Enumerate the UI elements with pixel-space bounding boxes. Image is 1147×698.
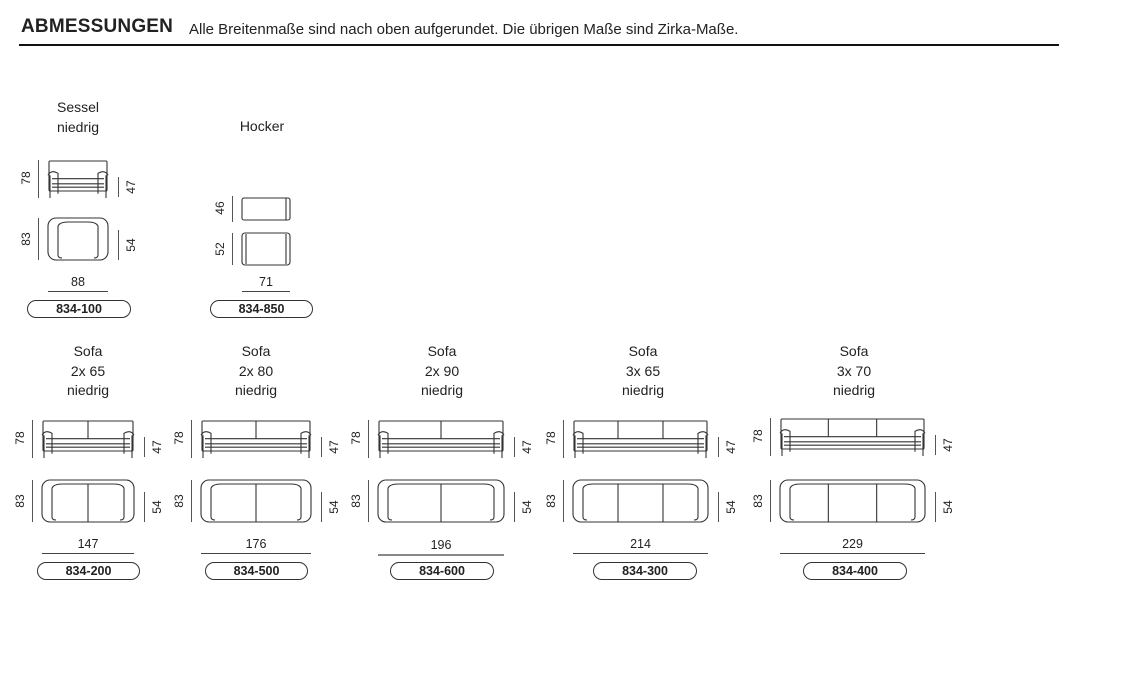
product-name: Hocker: [239, 118, 285, 134]
side-view-drawing: [201, 420, 311, 460]
side-height-line: [368, 420, 369, 458]
seat-height-line: [118, 177, 119, 197]
depth-label: 83: [13, 494, 27, 508]
side-height-line: [32, 420, 33, 458]
depth-line: [32, 480, 33, 522]
depth-line: [232, 233, 233, 265]
seat-depth-line: [935, 492, 936, 522]
depth-line: [563, 480, 564, 522]
depth-label: 52: [213, 242, 227, 256]
seat-depth-line: [144, 492, 145, 522]
width-line: [242, 291, 290, 292]
product-name: Sofa 3x 65 niedrig: [621, 343, 665, 398]
top-view-drawing: [201, 480, 311, 524]
seat-depth-label: 54: [724, 500, 738, 514]
article-code: 834-500: [205, 562, 308, 580]
width-line: [201, 553, 311, 554]
depth-label: 83: [172, 494, 186, 508]
side-view-drawing: [42, 420, 134, 460]
seat-depth-label: 54: [327, 500, 341, 514]
depth-label: 83: [349, 494, 363, 508]
seat-depth-label: 54: [941, 500, 955, 514]
width-label: 88: [71, 275, 85, 289]
page-title: ABMESSUNGEN: [21, 16, 174, 37]
width-label: 176: [245, 537, 267, 551]
width-label: 196: [430, 538, 452, 552]
width-label: 71: [259, 275, 273, 289]
seat-height-line: [514, 437, 515, 457]
top-view-drawing: [48, 218, 108, 262]
side-view-drawing: [378, 420, 504, 460]
side-height-label: 78: [751, 429, 765, 443]
side-height-label: 46: [213, 201, 227, 215]
depth-label: 83: [751, 494, 765, 508]
seat-height-label: 47: [327, 439, 341, 454]
width-line: [42, 553, 134, 554]
side-height-line: [770, 418, 771, 456]
width-label: 147: [77, 537, 99, 551]
depth-line: [38, 218, 39, 260]
page-header: [19, 14, 1059, 46]
product-name: Sofa 3x 70 niedrig: [832, 343, 876, 398]
width-line: [780, 553, 925, 554]
seat-height-label: 47: [724, 439, 738, 454]
article-code: 834-100: [27, 300, 131, 318]
seat-depth-line: [718, 492, 719, 522]
depth-line: [770, 480, 771, 522]
product-name: Sofa 2x 65 niedrig: [66, 343, 110, 398]
seat-depth-line: [514, 492, 515, 522]
side-height-label: 78: [13, 431, 27, 445]
top-view-drawing: [573, 480, 708, 524]
article-code: 834-850: [210, 300, 313, 318]
side-height-line: [38, 160, 39, 198]
page-subtitle: Alle Breitenmaße sind nach oben aufgerundet. Die übrigen Maße sind Zirka-Maße.: [189, 21, 739, 38]
width-line: [378, 554, 504, 556]
product-name: Sessel niedrig: [56, 99, 100, 135]
side-height-label: 78: [544, 431, 558, 445]
width-line: [573, 553, 708, 554]
seat-depth-label: 54: [124, 238, 138, 252]
side-height-line: [191, 420, 192, 458]
article-code: 834-200: [37, 562, 140, 580]
depth-line: [368, 480, 369, 522]
side-view-drawing: [242, 196, 290, 224]
seat-height-label: 47: [124, 179, 138, 194]
side-height-label: 78: [19, 171, 33, 185]
side-view-drawing: [780, 418, 925, 458]
depth-line: [191, 480, 192, 522]
article-code: 834-400: [803, 562, 907, 580]
side-height-line: [232, 196, 233, 222]
product-name: Sofa 2x 80 niedrig: [234, 343, 278, 398]
top-view-drawing: [42, 480, 134, 524]
article-code: 834-300: [593, 562, 697, 580]
seat-depth-label: 54: [520, 500, 534, 514]
product-name: Sofa 2x 90 niedrig: [420, 343, 464, 398]
top-view-drawing: [378, 480, 504, 524]
seat-depth-label: 54: [150, 500, 164, 514]
seat-height-line: [144, 437, 145, 457]
top-view-drawing: [780, 480, 925, 524]
depth-label: 83: [544, 494, 558, 508]
width-label: 229: [842, 537, 863, 551]
seat-height-label: 47: [150, 439, 164, 454]
side-height-label: 78: [172, 431, 186, 445]
article-code: 834-600: [390, 562, 494, 580]
seat-height-label: 47: [941, 437, 955, 452]
seat-depth-line: [321, 492, 322, 522]
seat-height-label: 47: [520, 439, 534, 454]
side-height-line: [563, 420, 564, 458]
seat-height-line: [321, 437, 322, 457]
side-view-drawing: [48, 160, 108, 200]
seat-depth-line: [118, 230, 119, 260]
seat-height-line: [935, 435, 936, 455]
depth-label: 83: [19, 232, 33, 246]
width-line: [48, 291, 108, 292]
side-view-drawing: [573, 420, 708, 460]
side-height-label: 78: [349, 431, 363, 445]
width-label: 214: [630, 537, 651, 551]
seat-height-line: [718, 437, 719, 457]
top-view-drawing: [242, 233, 290, 267]
